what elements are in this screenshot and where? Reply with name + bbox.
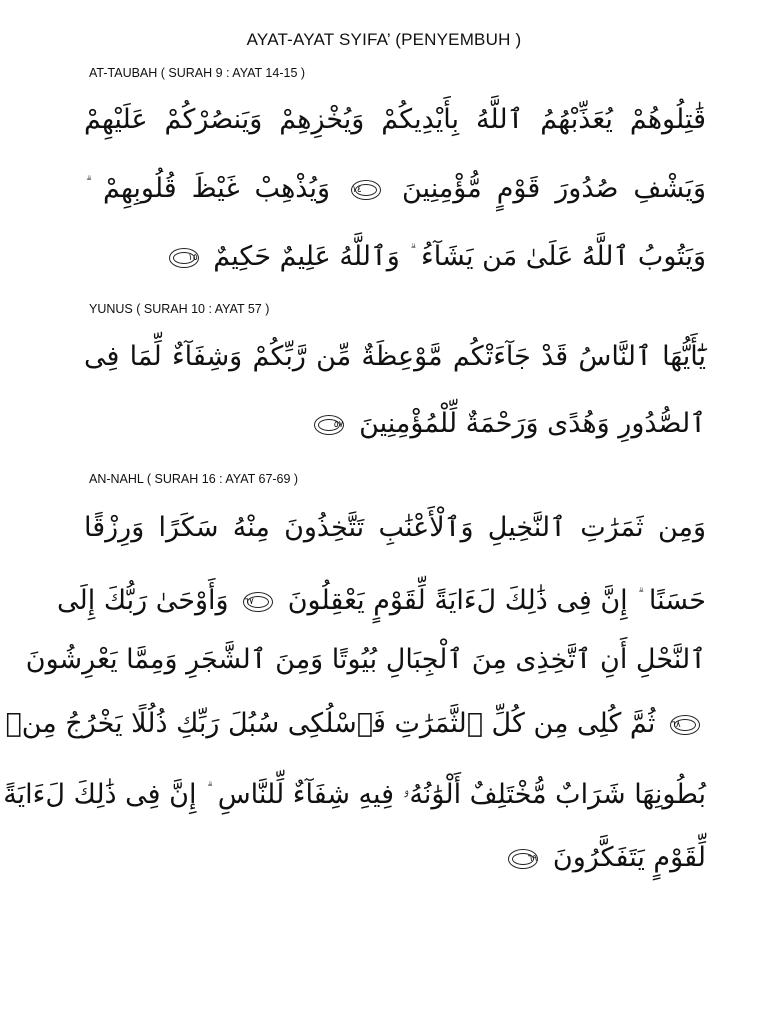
verse-text: وَأَوْحَىٰ رَبُّكَ إِلَى [57, 585, 229, 616]
verse-line [3, 770, 706, 810]
ayah-end-marker: ٦٧ [243, 592, 273, 612]
ayah-end-marker: ٦٨ [670, 715, 700, 735]
verse-text: وَيُذْهِبْ غَيْظَ قُلُوبِهِمْ [102, 173, 331, 204]
verse-line [84, 337, 706, 377]
verse-line [84, 508, 706, 548]
ayah-end-marker: ٦٩ [508, 849, 538, 869]
verse-text: ٱلنَّحْلِ أَنِ ٱتَّخِذِى مِنَ ٱلْجِبَالِ بُيُوتًا وَمِنَ ٱلشَّجَرِ وَمِمَّا يَعْرِشُونَ [25, 644, 706, 675]
verse-line [84, 100, 706, 140]
verse-line [84, 404, 706, 444]
verse-line [25, 640, 706, 680]
verse-text: حَسَنًا [648, 585, 706, 616]
verse-text: وَٱللَّهُ عَلِيمٌ حَكِيمٌ [213, 241, 400, 272]
verse-text: بُطُونِهَا شَرَابٌ مُّخْتَلِفٌ أَلْوَٰنُهُۥ فِيهِ شِفَآءٌ لِّلنَّاسِ [217, 779, 706, 810]
verse-line [84, 838, 706, 878]
verse-text: إِنَّ فِى ذَٰلِكَ لَءَايَةً [3, 779, 197, 810]
verse-text: وَيَشْفِ صُدُورَ قَوْمٍ مُّؤْمِنِينَ [402, 173, 706, 204]
verse-text: قَٰتِلُوهُمْ يُعَذِّبْهُمُ ٱللَّهُ بِأَيْدِيكُمْ وَيُخْزِهِمْ وَيَنصُرْكُمْ عَلَيْهِمْ [84, 104, 706, 135]
verse-text: ٱلصُّدُورِ وَهُدًى وَرَحْمَةٌ لِّلْمُؤْمِنِينَ [359, 408, 706, 439]
verse-text: إِنَّ فِى ذَٰلِكَ لَءَايَةً لِّقَوْمٍ يَعْقِلُونَ [287, 585, 628, 616]
verse-text: يَخْرُجُ مِنۢ [5, 708, 123, 739]
verse-line [84, 164, 706, 204]
verse-line [84, 232, 706, 272]
section-heading-an-nahl: AN-NAHL ( SURAH 16 : AYAT 67-69 ) [89, 472, 299, 486]
document-title: AYAT-AYAT SYIFA’ (PENYEMBUH ) [246, 30, 522, 49]
verse-text: يَٰٓأَيُّهَا ٱلنَّاسُ قَدْ جَآءَتْكُم مَّوْعِظَةٌ مِّن رَّبِّكُمْ وَشِفَآءٌ لِّمَا فِى [84, 341, 706, 372]
ayah-end-marker: ١٥ [169, 248, 199, 268]
verse-text: ثُمَّ كُلِى مِن كُلِّ ٱلثَّمَرَٰتِ فَٱسْلُكِى سُبُلَ رَبِّكِ ذُلُلًا [131, 708, 656, 739]
verse-text: وَمِن ثَمَرَٰتِ ٱلنَّخِيلِ وَٱلْأَعْنَٰبِ تَتَّخِذُونَ مِنْهُ سَكَرًا وَرِزْقًا [84, 512, 706, 543]
verse-text: لِّقَوْمٍ يَتَفَكَّرُونَ [552, 842, 706, 873]
verse-line [57, 576, 706, 616]
ayah-end-marker: ١٤ [351, 180, 381, 200]
ayah-end-marker: ٥٧ [314, 415, 344, 435]
section-heading-at-taubah: AT-TAUBAH ( SURAH 9 : AYAT 14-15 ) [89, 66, 306, 80]
section-heading-yunus: YUNUS ( SURAH 10 : AYAT 57 ) [89, 302, 270, 316]
verse-text: وَيَتُوبُ ٱللَّهُ عَلَىٰ مَن يَشَآءُ [421, 241, 706, 272]
verse-line [5, 704, 706, 744]
